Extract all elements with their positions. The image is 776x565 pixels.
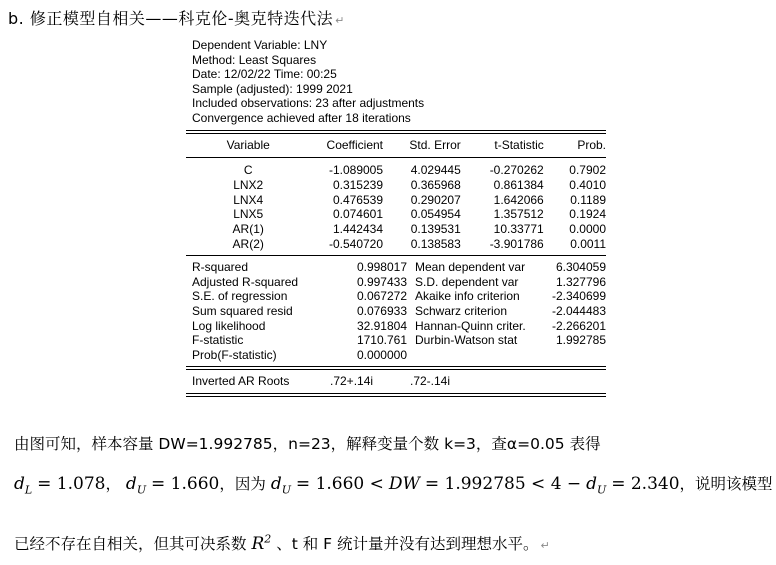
output-header-line: Included observations: 23 after adjustments (192, 96, 425, 111)
column-header: Prob. (577, 137, 606, 152)
inverted-ar-roots (186, 370, 606, 393)
table-row (186, 237, 606, 252)
value-cell: 0.0011 (570, 236, 606, 251)
output-header-line: Dependent Variable: LNY (192, 38, 328, 52)
stats-row (186, 333, 606, 348)
paragraph-3-pre: 已经不存在自相关，但其可决系数 (14, 535, 247, 553)
paragraph-1-text: 由图可知，样本容量 DW=1.992785，n=23，解释变量个数 k=3，查α=0.05 表得 (14, 435, 601, 453)
roots-value: .72-.14i (410, 374, 451, 389)
stats-row (186, 348, 606, 363)
value-cell: -0.540720 (328, 236, 384, 251)
stats-row (186, 304, 606, 319)
value-cell: 0.139531 (410, 221, 461, 236)
stat-value: -2.340699 (551, 289, 606, 304)
value-cell: 0.290207 (410, 192, 461, 207)
value-cell: 0.1189 (570, 192, 606, 207)
dl-symbol: $d_L$ (14, 474, 33, 497)
du-value: = 1.660 (151, 474, 220, 494)
stats-row (186, 319, 606, 334)
stat-value: 1.327796 (555, 274, 606, 289)
value-cell: 4.029445 (410, 163, 461, 178)
stat-value: 0.998017 (356, 260, 407, 275)
roots-value: .72+.14i (330, 374, 374, 389)
roots-label: Inverted AR Roots (192, 374, 290, 389)
stat-label: Log likelihood (192, 318, 266, 333)
variable-cell: AR(2) (232, 236, 264, 251)
column-header: Coefficient (326, 137, 384, 152)
stat-value: -2.266201 (551, 318, 606, 333)
stat-label: Schwarz criterion (415, 303, 508, 318)
value-cell: 0.1924 (569, 207, 606, 222)
table-row (186, 193, 606, 208)
divider (186, 255, 606, 256)
variable-cell: AR(1) (232, 221, 264, 236)
variable-cell: LNX4 (233, 192, 264, 207)
value-cell: 0.0000 (569, 221, 606, 236)
table-row (186, 222, 606, 237)
table-row (186, 207, 606, 222)
return-mark-icon: ↵ (540, 539, 550, 552)
conclusion-text: ，说明该模型 (679, 475, 773, 493)
value-cell: 0.074601 (332, 207, 384, 222)
dl-value: = 1.078 (37, 474, 106, 494)
paragraph-2 (14, 472, 773, 496)
value-cell: 0.476539 (332, 192, 384, 207)
table-row (186, 178, 606, 193)
value-cell: 1.442434 (332, 221, 384, 236)
column-header: t-Statistic (494, 137, 544, 152)
r-squared-symbol (251, 534, 271, 554)
table-row (186, 158, 606, 178)
output-header (192, 38, 606, 126)
inequality-part-1: = 1.660 < (295, 474, 384, 494)
stats-row (186, 289, 606, 304)
paragraph-3-post: 、t 和 F 统计量并没有达到理想水平。 (276, 535, 539, 553)
heading-text: b. 修正模型自相关——科克伦-奥克特迭代法 (8, 9, 334, 28)
stat-value: -2.044483 (551, 303, 606, 318)
stat-value (550, 348, 606, 363)
value-cell: 0.7902 (569, 163, 606, 178)
stat-label: Akaike info criterion (415, 289, 520, 304)
value-cell: 1.357512 (493, 207, 544, 222)
stat-value: 32.91804 (356, 318, 407, 333)
separator: ， (105, 475, 121, 493)
stat-value: 1710.761 (356, 333, 407, 348)
value-cell: 1.642066 (493, 192, 544, 207)
stat-value: 0.076933 (356, 303, 407, 318)
variable-cell: LNX2 (233, 178, 264, 193)
value-cell: 10.33771 (493, 221, 544, 236)
stat-label (407, 348, 550, 363)
output-header-line: Convergence achieved after 18 iterations (192, 110, 411, 125)
value-cell: -0.270262 (489, 163, 544, 178)
r-letter: R (251, 534, 265, 554)
value-cell: 0.138583 (410, 236, 461, 251)
coefficient-header-row (186, 134, 606, 158)
du-symbol: $d_U$ (125, 474, 147, 497)
regression-output (186, 38, 606, 397)
column-header: Std. Error (409, 137, 461, 152)
stat-label: F-statistic (192, 333, 244, 348)
value-cell: 0.4010 (569, 178, 606, 193)
return-mark-icon: ↵ (335, 14, 345, 27)
because-text: ，因为 (219, 475, 266, 493)
variable-cell: LNX5 (233, 207, 264, 222)
column-header: Variable (226, 137, 270, 152)
stats-table (186, 260, 606, 362)
stat-label: R-squared (192, 260, 249, 275)
stat-value: 0.067272 (356, 289, 407, 304)
value-cell: 0.315239 (332, 178, 384, 193)
stat-value: 6.304059 (555, 260, 606, 275)
stat-label: Adjusted R-squared (192, 274, 299, 289)
paragraph-1 (14, 432, 601, 454)
paragraph-3 (14, 532, 550, 554)
stat-value: 1.992785 (555, 333, 606, 348)
output-header-line: Sample (adjusted): 1999 2021 (192, 81, 353, 96)
coefficient-table (186, 134, 606, 158)
coefficient-body (186, 158, 606, 251)
upper-bound-value: = 2.340 (611, 474, 680, 494)
inequality-part-2: = 1.992785 < 4 − (424, 474, 582, 494)
value-cell: 0.054954 (410, 207, 461, 222)
value-cell: -1.089005 (328, 163, 384, 178)
du-symbol: $d_U$ (586, 474, 607, 497)
value-cell: -3.901786 (489, 236, 544, 251)
stat-label: Hannan-Quinn criter. (415, 318, 526, 333)
dw-symbol: DW (388, 474, 420, 494)
stats-row (186, 260, 606, 275)
r-exponent: 2 (264, 532, 272, 546)
variable-cell: C (243, 163, 253, 178)
stat-label: Mean dependent var (415, 260, 526, 275)
stat-value: 0.000000 (356, 347, 407, 362)
stat-value: 0.997433 (356, 274, 407, 289)
divider (186, 393, 606, 397)
stat-label: Prob(F-statistic) (192, 347, 277, 362)
output-header-line: Date: 12/02/22 Time: 00:25 (192, 67, 337, 82)
stat-label: S.D. dependent var (415, 274, 519, 289)
stat-label: S.E. of regression (192, 289, 288, 304)
du-symbol: $d_U$ (270, 474, 291, 497)
output-header-line: Method: Least Squares (192, 52, 317, 67)
value-cell: 0.365968 (410, 178, 461, 193)
stats-row (186, 275, 606, 290)
section-heading (8, 6, 345, 29)
stat-label: Sum squared resid (192, 303, 293, 318)
stat-label: Durbin-Watson stat (415, 333, 518, 348)
value-cell: 0.861384 (493, 178, 544, 193)
